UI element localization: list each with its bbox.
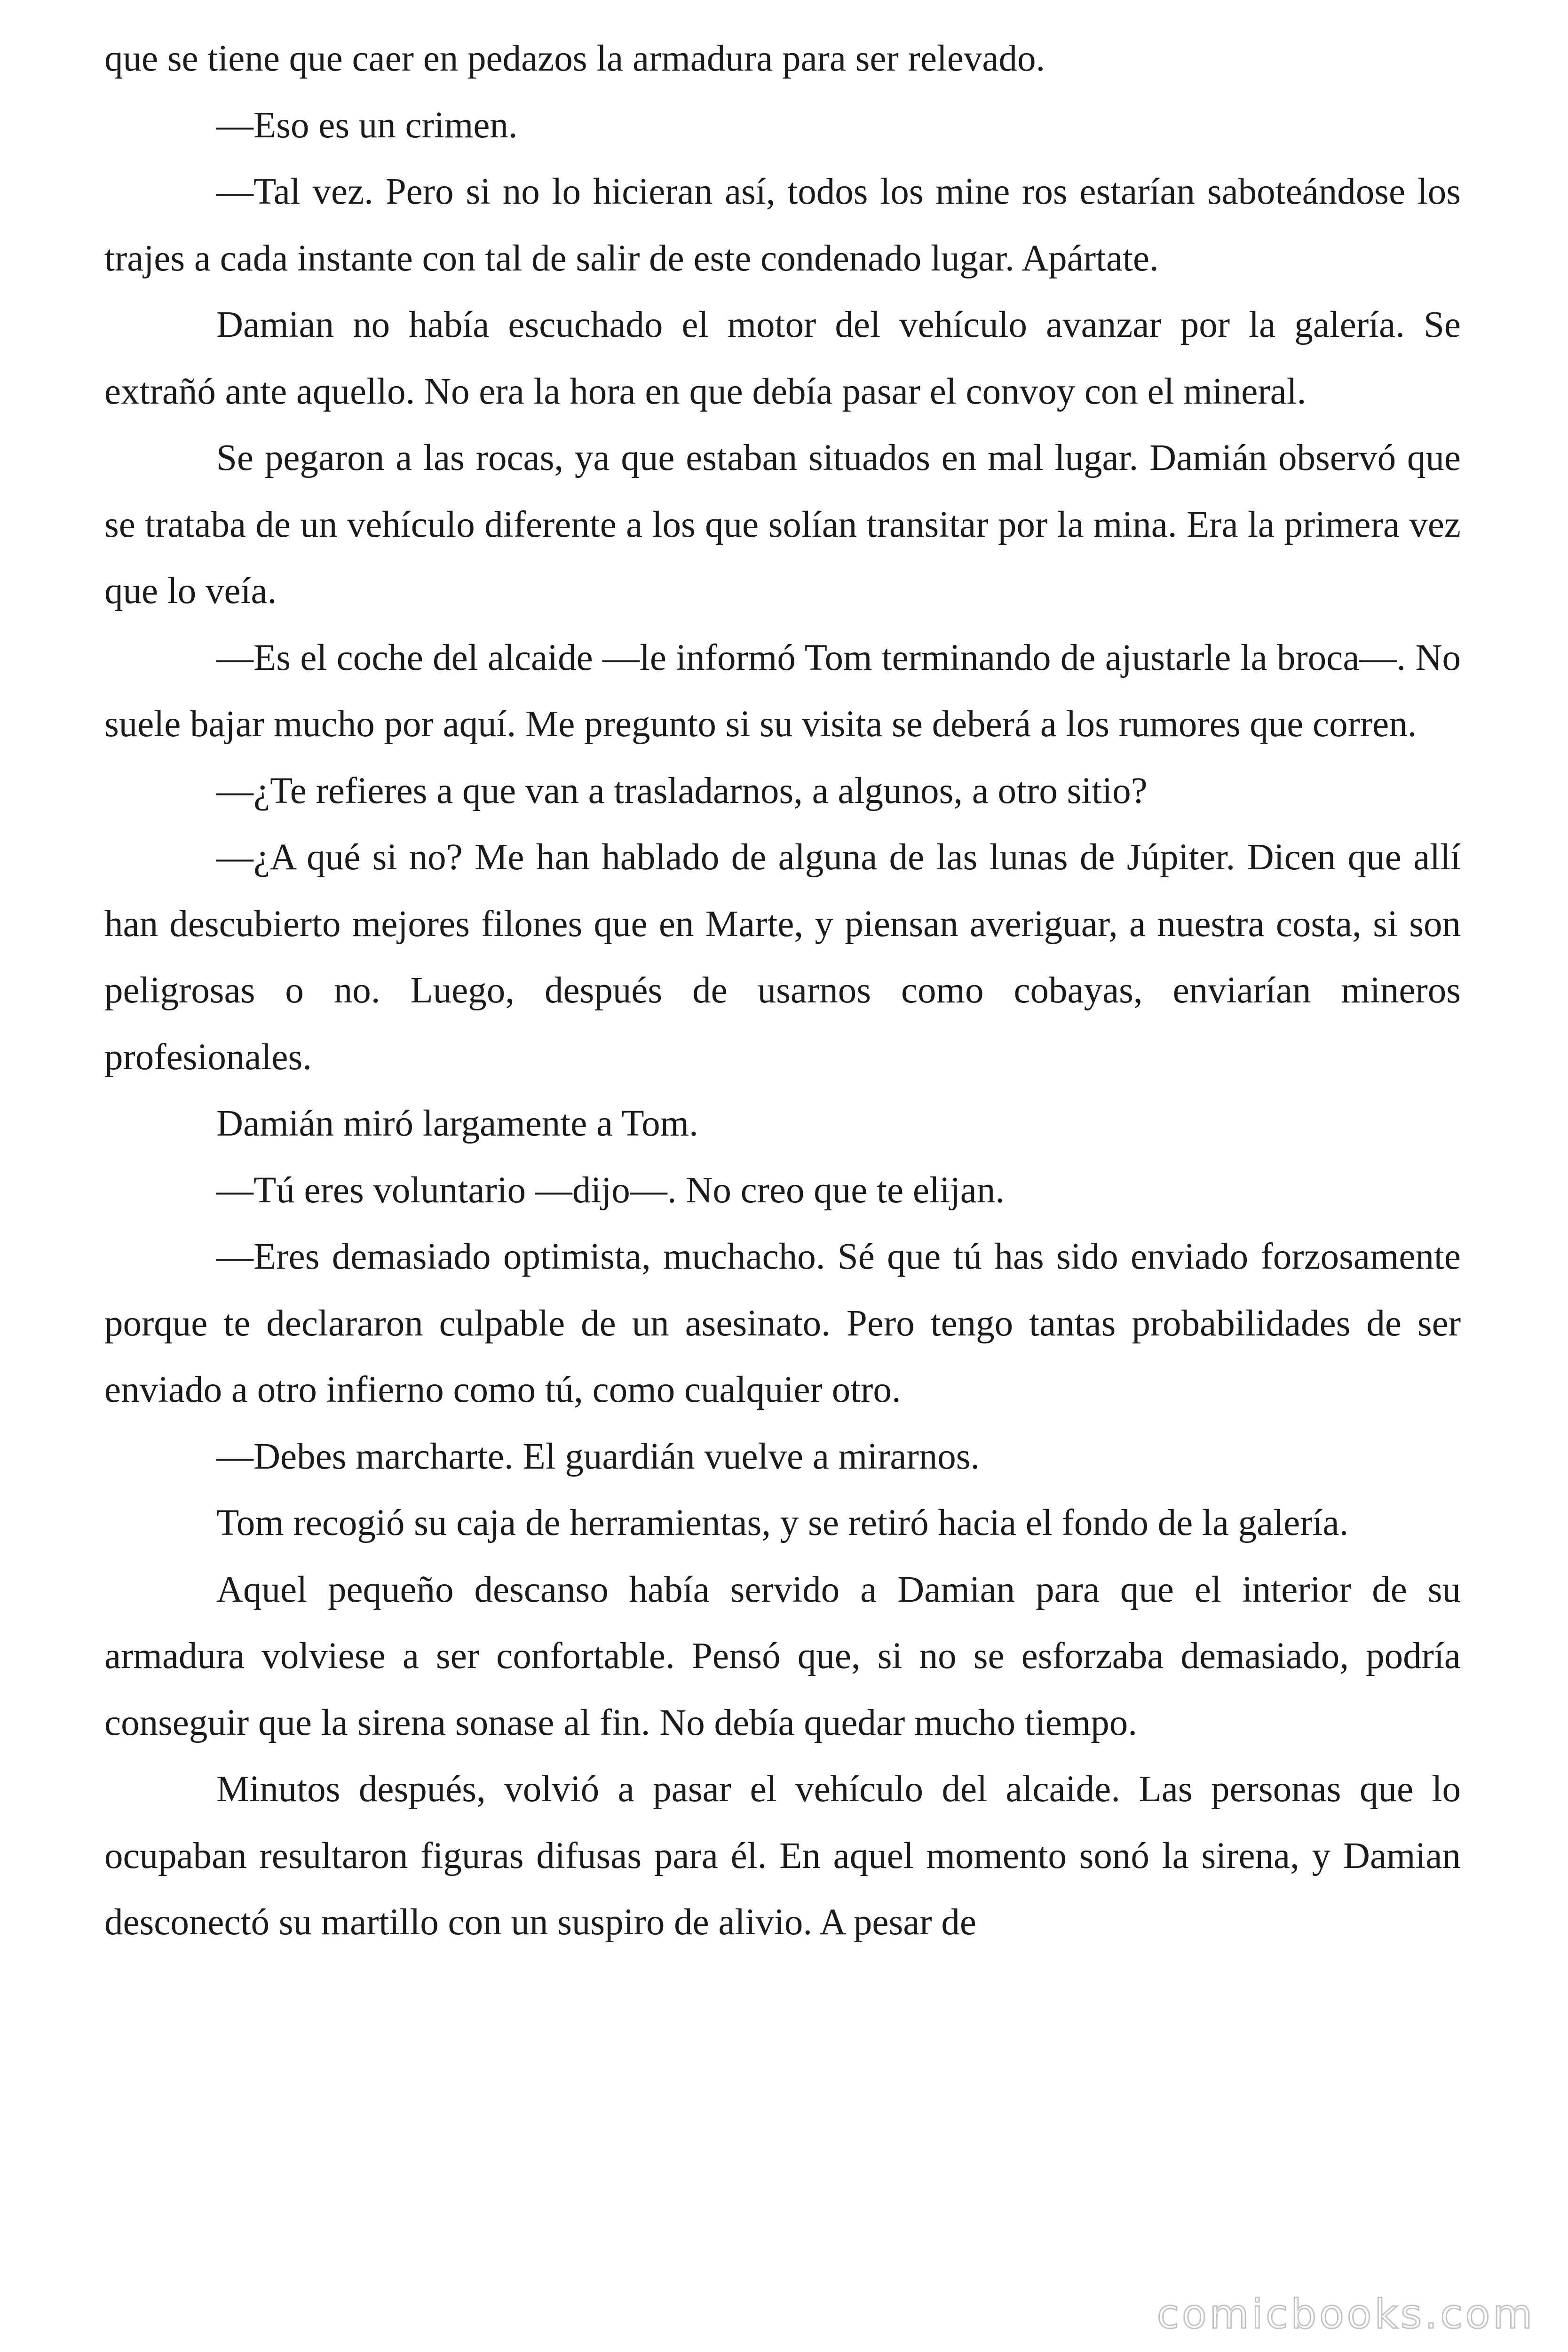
page-body [104,25,1461,1956]
paragraph: —Debes marcharte. El guardián vuelve a mirarnos. [216,1436,980,1477]
paragraph: —Eres demasiado optimista, muchacho. Sé que tú has sido enviado forzosamente porque te declararon culpable de un asesinato. Pero tengo tantas probabilidades de ser enviado a otro infierno como tú, como cualquier otro. [104,1236,1461,1410]
paragraph: —Es el coche del alcaide —le informó Tom terminando de ajustarle la broca—. No suele bajar mucho por aquí. Me pregunto si su visita se deberá a los rumores que corren. [104,637,1461,745]
paragraph: —¿A qué si no? Me han hablado de alguna de las lunas de Júpiter. Dicen que allí han descubierto mejores filones que en Marte, y piensan averiguar, a nuestra costa, si son peligrosas o no. Luego, después de usarnos como cobayas, enviarían mineros profesionales. [104,837,1461,1078]
paragraph-continued: que se tiene que caer en pedazos la armadura para ser relevado. [104,38,1045,79]
paragraph: Se pegaron a las rocas, ya que estaban situados en mal lugar. Damián observó que se trataba de un vehículo diferente a los que solían transitar por la mina. Era la primera vez que lo veía. [104,437,1461,612]
paragraph: —Eso es un crimen. [216,104,518,146]
paragraph: Damián miró largamente a Tom. [216,1103,698,1144]
paragraph: Damian no había escuchado el motor del vehículo avanzar por la galería. Se extrañó ante aquello. No era la hora en que debía pasar el convoy con el mineral. [104,304,1461,412]
paragraph: Tom recogió su caja de herramientas, y se retiró hacia el fondo de la galería. [216,1502,1349,1543]
paragraph: Aquel pequeño descanso había servido a Damian para que el interior de su armadura volviese a ser confortable. Pensó que, si no se esforzaba demasiado, podría conseguir que la sirena sonase al fin. No debía quedar mucho tiempo. [104,1569,1461,1743]
paragraph: Minutos después, volvió a pasar el vehículo del alcaide. Las personas que lo ocupaban resultaron figuras difusas para él. En aquel momento sonó la sirena, y Damian desconectó su martillo con un suspiro de alivio. A pesar de [104,1769,1461,1943]
paragraph: —Tal vez. Pero si no lo hicieran así, todos los mine ros estarían saboteándose los trajes a cada instante con tal de salir de este condenado lugar. Apártate. [104,171,1461,279]
paragraph: —¿Te refieres a que van a trasladarnos, a algunos, a otro sitio? [216,770,1148,811]
paragraph: —Tú eres voluntario —dijo—. No creo que te elijan. [216,1169,1005,1211]
watermark-text: comicbooks.com [1156,2291,1535,2338]
